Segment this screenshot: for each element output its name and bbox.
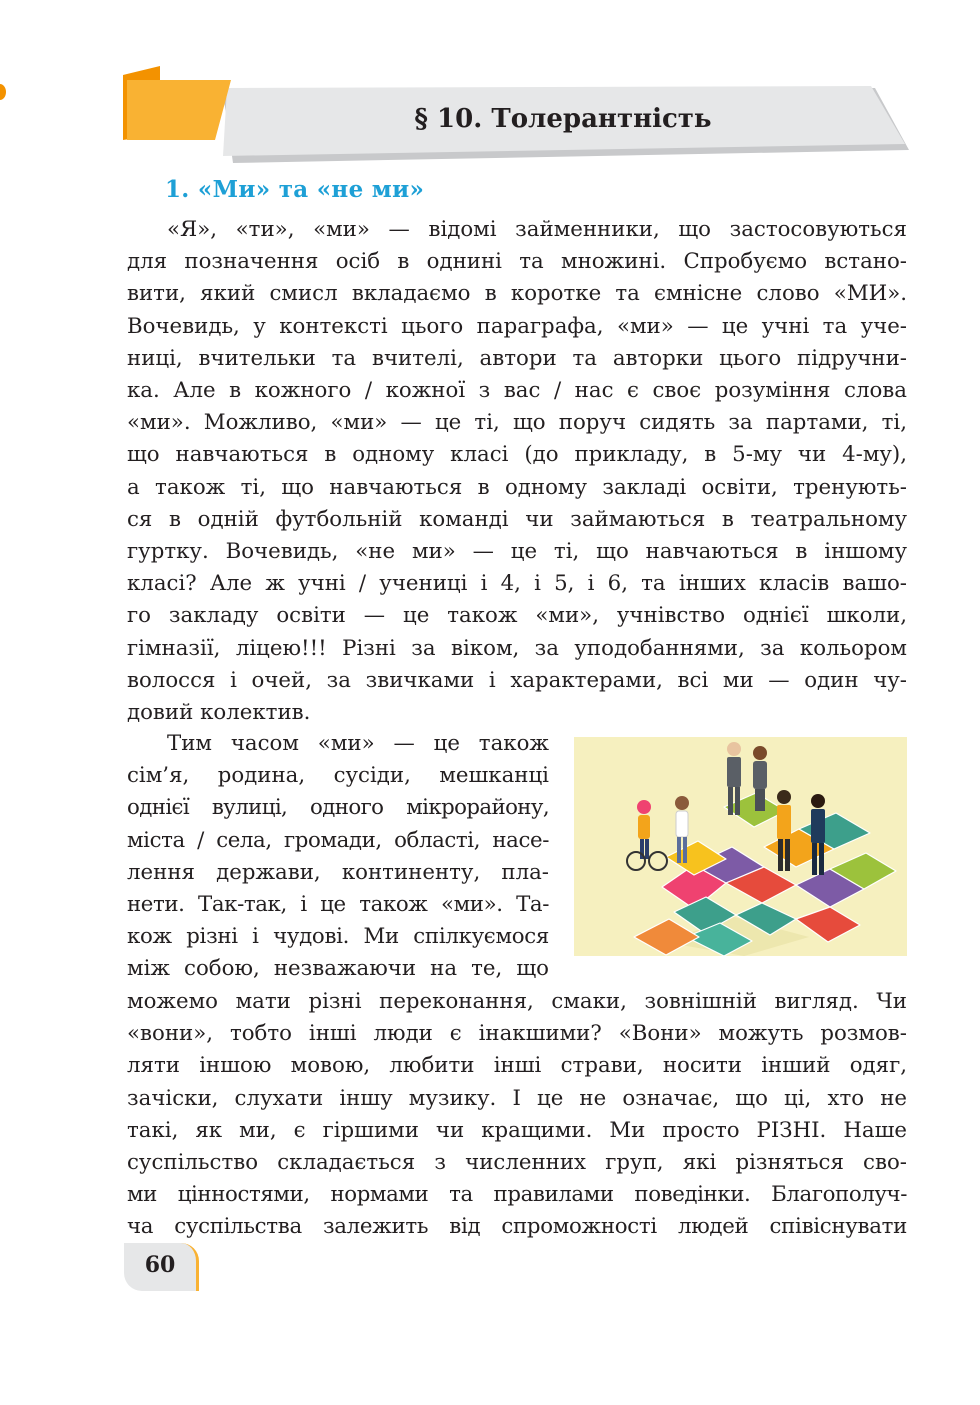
- text-line: між собою, незважаючи на те, що: [127, 956, 549, 982]
- text-line: ча суспільства залежить від спроможності людей співіснувати: [127, 1214, 907, 1240]
- text-line: ляти іншою мовою, любити інші страви, носити інший одяг,: [127, 1053, 907, 1079]
- text-line: «ми». Можливо, «ми» — це ті, що поруч сидять за партами, ті,: [127, 410, 907, 436]
- text-line: для позначення осіб в однині та множині. Спробуємо встано-: [127, 249, 907, 275]
- text-line: кож різні і чудові. Ми спілкуємося: [127, 924, 549, 950]
- text-line: можемо мати різні переконання, смаки, зовнішній вигляд. Чи: [127, 989, 907, 1014]
- text-line: «вони», тобто інші люди є інакшими? «Вони» можуть розмов-: [127, 1021, 907, 1047]
- paragraph-1: [127, 214, 907, 729]
- page-edge-marker: [0, 84, 6, 100]
- text-line: волосся і очей, за звичками і характерами, всі ми — один чу-: [127, 667, 907, 693]
- text-line: Тим часом «ми» — це також: [167, 731, 549, 756]
- text-line: такі, як ми, є гіршими чи кращими. Ми просто РІЗНІ. Наше: [127, 1117, 907, 1143]
- text-line: гімназії, ліцею!!! Різні за віком, за уподобаннями, за кольором: [127, 635, 907, 661]
- text-line: лення держави, континенту, пла-: [127, 859, 549, 885]
- text-line: го закладу освіти — це також «ми», учнівство однієї школи,: [127, 603, 907, 629]
- text-line: суспільство складається з численних груп, які різняться сво-: [127, 1150, 907, 1176]
- paragraph-2: [127, 728, 549, 986]
- text-line: зачіски, слухати іншу музику. І це не означає, що ці, хто не: [127, 1085, 907, 1111]
- paragraph-title: § 10. Толерантність: [414, 104, 712, 134]
- text-line: Вочевидь, у контексті цього параграфа, «ми» — це учні та уче-: [127, 313, 907, 339]
- text-line: нети. Так-так, і це також «ми». Та-: [127, 892, 549, 918]
- text-line: ся в одній футбольній команді чи займаються в театральному: [127, 506, 907, 532]
- text-line: «Я», «ти», «ми» — відомі займенники, що застосовуються: [167, 217, 907, 242]
- text-line: класі? Але ж учні / учениці і 4, і 5, і 6, та інших класів вашо-: [127, 571, 907, 597]
- paragraph-3: [127, 986, 907, 1244]
- text-line: ми цінностями, нормами та правилами поведінки. Благополуч-: [127, 1182, 907, 1208]
- text-line: вити, який смисл вкладаємо в коротке та ємнісне слово «МИ».: [127, 281, 907, 307]
- text-line: ниці, вчительки та вчителі, автори та авторки цього підручни-: [127, 345, 907, 371]
- text-line: довий колектив.: [127, 700, 311, 726]
- text-line: однієї вулиці, одного мікрорайону,: [127, 795, 549, 821]
- paragraph-banner: [123, 66, 913, 170]
- section-heading: 1. «Ми» та «не ми»: [165, 176, 425, 203]
- text-line: що навчаються в одному класі (до прикладу, в 5-му чи 4-му),: [127, 442, 907, 468]
- text-line: сім’я, родина, сусіди, мешканці: [127, 763, 549, 789]
- page-number: 60: [144, 1252, 176, 1278]
- text-line: а також ті, що навчаються в одному закладі освіти, тренують-: [127, 474, 907, 500]
- text-line: гуртку. Вочевидь, «не ми» — це ті, що навчаються в іншому: [127, 539, 907, 565]
- text-line: ка. Але в кожного / кожної з вас / нас є своє розуміння слова: [127, 378, 907, 404]
- text-line: міста / села, громади, області, насе-: [127, 827, 549, 853]
- people-on-puzzle-pieces-illustration: [574, 737, 907, 956]
